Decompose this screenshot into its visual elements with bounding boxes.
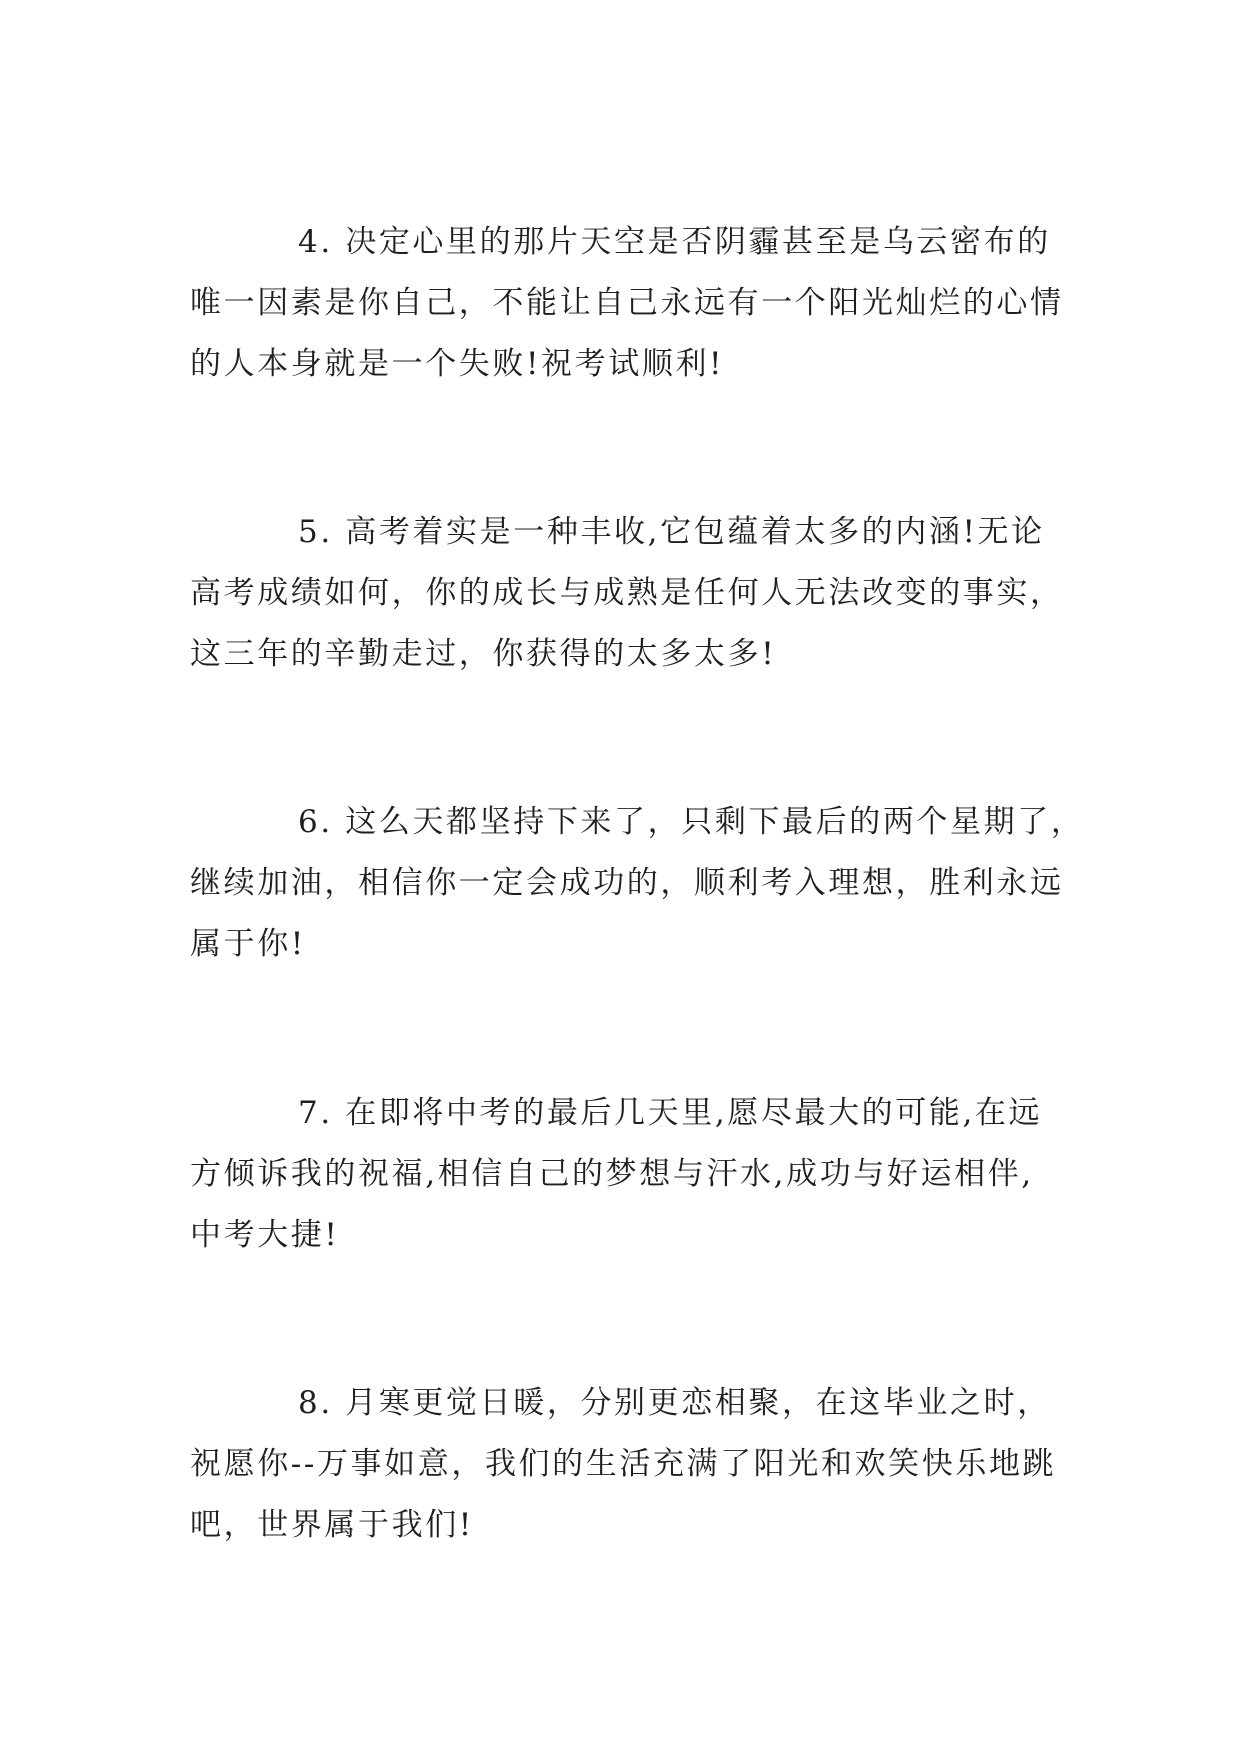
- paragraph-line: 属于你!: [190, 926, 306, 962]
- paragraph-line: 高考成绩如何，你的成长与成熟是任何人无法改变的事实，: [190, 575, 1064, 611]
- paragraph-line: 7. 在即将中考的最后几天里,愿尽最大的可能,在远: [298, 1095, 1043, 1131]
- paragraph-line: 的人本身就是一个失败!祝考试顺利!: [190, 346, 725, 382]
- paragraph-line: 这三年的辛勤走过，你获得的太多太多!: [190, 636, 777, 672]
- paragraph-8: [190, 1373, 1070, 1556]
- paragraph-6: [190, 792, 1085, 975]
- paragraph-line: 方倾诉我的祝福,相信自己的梦想与汗水,成功与好运相伴,: [190, 1156, 1034, 1192]
- paragraph-5: [190, 502, 1070, 685]
- paragraph-line: 6. 这么天都坚持下来了，只剩下最后的两个星期了，: [298, 804, 1085, 840]
- paragraph-line: 中考大捷!: [190, 1217, 340, 1253]
- paragraph-line: 祝愿你--万事如意，我们的生活充满了阳光和欢笑快乐地跳: [190, 1446, 1057, 1482]
- paragraph-line: 5. 高考着实是一种丰收,它包蕴着太多的内涵!无论: [298, 514, 1045, 550]
- paragraph-line: 8. 月寒更觉日暖，分别更恋相聚，在这毕业之时，: [298, 1385, 1051, 1421]
- paragraph-line: 4. 决定心里的那片天空是否阴霾甚至是乌云密布的: [298, 224, 1051, 260]
- paragraph-line: 吧，世界属于我们!: [190, 1507, 474, 1543]
- paragraph-line: 唯一因素是你自己，不能让自己永远有一个阳光灿烂的心情: [190, 285, 1064, 321]
- paragraph-7: [190, 1083, 1070, 1266]
- paragraph-4: [190, 212, 1070, 395]
- paragraph-line: 继续加油，相信你一定会成功的，顺利考入理想，胜利永远: [190, 865, 1064, 901]
